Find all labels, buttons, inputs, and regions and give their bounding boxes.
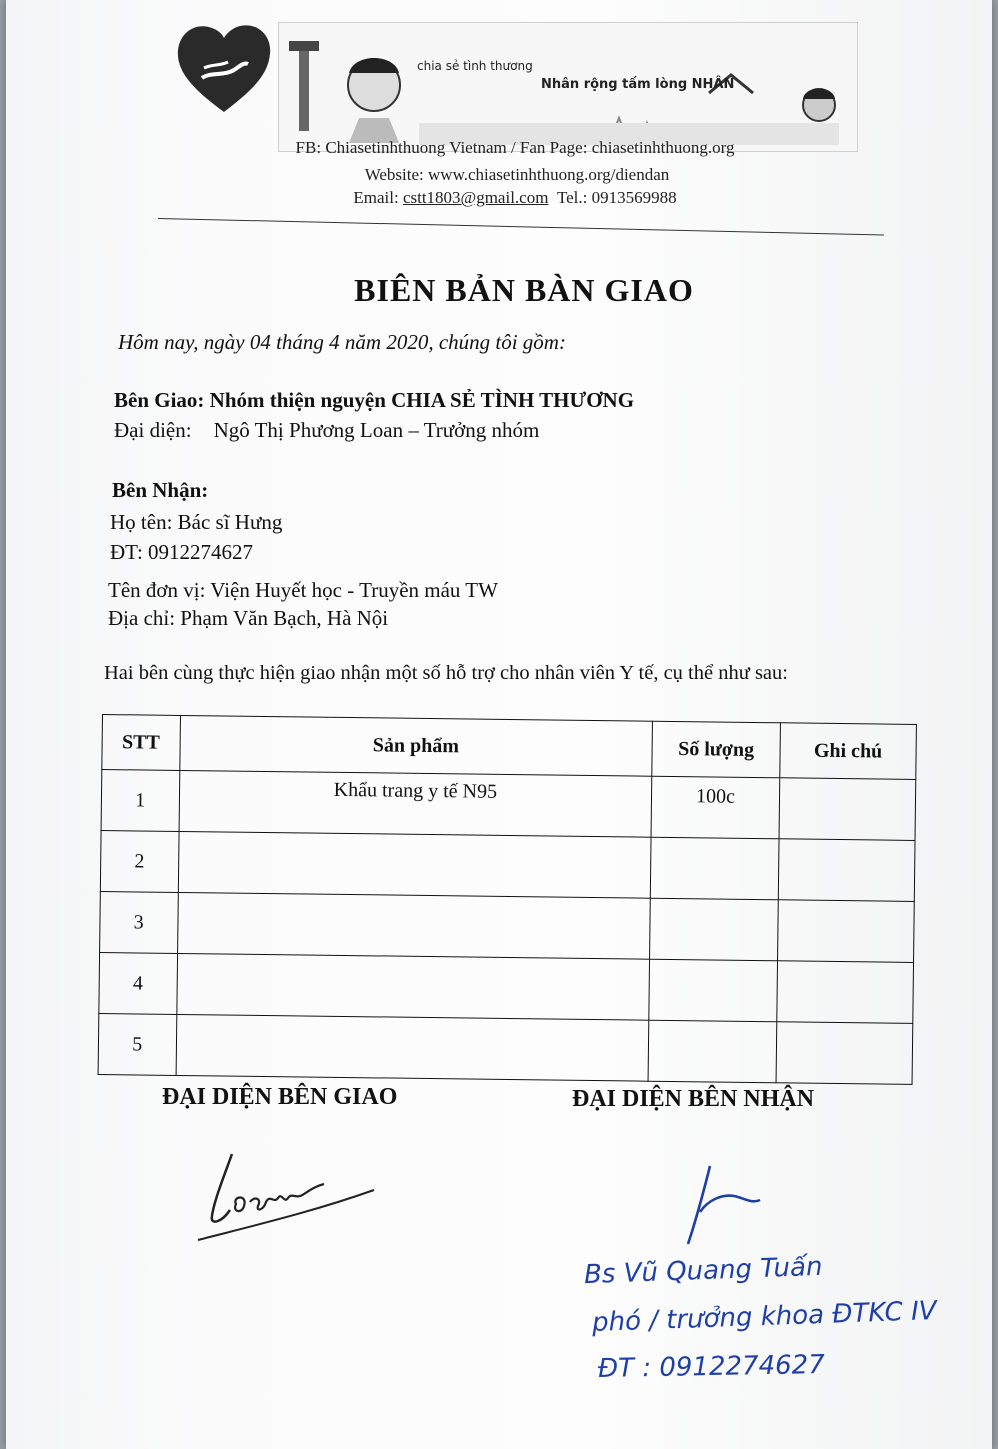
row-note <box>777 961 914 1024</box>
fb-line: FB: Chiasetinhthuong Vietnam / Fan Page: chiasetinhthuong.org <box>295 138 735 157</box>
receiver-unit: Tên đơn vị: Viện Huyết học - Truyền máu TW <box>108 578 498 602</box>
table-row <box>100 891 915 962</box>
header-note: Ghi chú <box>780 723 917 780</box>
banner-slogan: Nhân rộng tấm lòng NHÂN <box>541 77 735 92</box>
row-quantity: 100c <box>651 776 780 839</box>
tel-text: Tel.: 0913569988 <box>556 188 677 207</box>
row-quantity <box>648 1020 777 1083</box>
header-banner <box>278 22 858 152</box>
heart-logo <box>174 20 274 116</box>
row-stt: 4 <box>99 952 177 1014</box>
intro-line: Hôm nay, ngày 04 tháng 4 năm 2020, chúng tôi gồm: <box>118 330 566 354</box>
statement-line: Hai bên cùng thực hiện giao nhận một số hỗ trợ cho nhân viên Y tế, cụ thể như sau: <box>104 662 788 684</box>
row-note <box>778 900 915 963</box>
table-row <box>101 770 916 841</box>
row-stt: 5 <box>98 1013 176 1075</box>
website-line: Website: www.chiasetinhthuong.org/diendan <box>364 165 670 184</box>
header-stt: STT <box>102 715 180 771</box>
row-note <box>779 778 916 841</box>
email-link[interactable]: cstt1803@gmail.com <box>402 188 549 207</box>
row-note <box>778 839 915 902</box>
table-row <box>100 830 915 901</box>
document-page <box>6 0 992 1449</box>
row-quantity <box>650 837 779 900</box>
document-title: BIÊN BẢN BÀN GIAO <box>354 272 694 308</box>
handover-table <box>98 714 917 1085</box>
giver-rep-value: Ngô Thị Phương Loan – Trưởng nhóm <box>213 418 540 442</box>
header-divider <box>158 218 884 235</box>
row-product <box>176 1014 649 1081</box>
receiver-phone: ĐT: 0912274627 <box>110 540 254 564</box>
email-label: Email: <box>353 188 403 207</box>
receiver-address: Địa chỉ: Phạm Văn Bạch, Hà Nội <box>108 606 389 630</box>
receiver-handwritten-name: Bs Vũ Quang Tuấn <box>583 1251 823 1291</box>
header-product: Sản phẩm <box>179 715 652 776</box>
header-quantity: Số lượng <box>652 721 781 778</box>
email-line <box>16 188 998 208</box>
table-row <box>99 952 914 1023</box>
giver-rep <box>114 418 539 443</box>
row-stt: 1 <box>101 770 179 832</box>
row-note <box>776 1022 913 1085</box>
table-row <box>98 1013 913 1084</box>
row-product <box>176 953 649 1020</box>
giver-rep-label: Đại diện: <box>114 418 192 442</box>
row-stt: 3 <box>100 891 178 953</box>
receiver-handwritten-title: phó / trưởng khoa ĐTKC IV <box>591 1295 938 1339</box>
banner-tagline: chia sẻ tình thương <box>417 59 533 73</box>
row-product: Khẩu trang y tế N95 <box>179 770 652 837</box>
giver-label: Bên Giao: Nhóm thiện nguyện CHIA SẺ TÌNH THƯƠNG <box>114 388 635 412</box>
receiver-handwritten-phone: ĐT : 0912274627 <box>597 1350 825 1384</box>
receiver-label: Bên Nhận: <box>112 478 209 502</box>
receiver-name: Họ tên: Bác sĩ Hưng <box>110 510 283 534</box>
row-quantity <box>649 959 778 1022</box>
receiver-signature-heading: ĐẠI DIỆN BÊN NHẬN <box>572 1086 815 1112</box>
row-stt: 2 <box>100 830 178 892</box>
row-quantity <box>650 898 779 961</box>
giver-signature <box>192 1146 392 1246</box>
table-header-row <box>102 715 917 780</box>
giver-signature-heading: ĐẠI DIỆN BÊN GIAO <box>162 1084 398 1110</box>
row-product <box>177 892 650 959</box>
row-product <box>178 831 651 898</box>
receiver-signature <box>674 1160 774 1250</box>
